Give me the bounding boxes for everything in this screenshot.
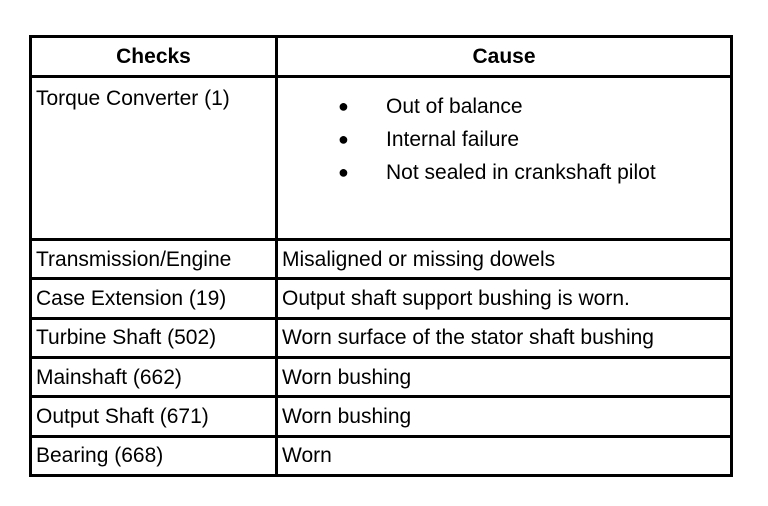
cause-cell: Worn bushing: [277, 397, 732, 436]
cause-cell: Worn: [277, 436, 732, 475]
table-header-row: [31, 37, 732, 77]
check-cell: Bearing (668): [31, 436, 277, 475]
bullet-icon: ●: [338, 129, 349, 150]
cause-cell: Worn surface of the stator shaft bushing: [277, 318, 732, 357]
cause-list: [282, 90, 726, 189]
check-cell: Torque Converter (1): [31, 77, 277, 239]
check-cell: Case Extension (19): [31, 279, 277, 318]
header-cause: Cause: [277, 37, 732, 77]
cause-cell: Worn bushing: [277, 357, 732, 396]
cause-text: Out of balance: [386, 95, 523, 119]
list-item: [282, 90, 726, 123]
cause-text: Internal failure: [386, 128, 520, 152]
bullet-icon: ●: [338, 162, 349, 183]
table-row: [31, 77, 732, 239]
table-row: [31, 357, 732, 396]
checks-causes-table: [29, 35, 733, 477]
check-cell: Turbine Shaft (502): [31, 318, 277, 357]
cause-cell: Misaligned or missing dowels: [277, 239, 732, 278]
cause-cell: Output shaft support bushing is worn.: [277, 279, 732, 318]
table-row: [31, 436, 732, 475]
check-cell: Output Shaft (671): [31, 397, 277, 436]
table-row: [31, 397, 732, 436]
table-row: [31, 318, 732, 357]
check-cell: Mainshaft (662): [31, 357, 277, 396]
list-item: [282, 156, 726, 189]
cause-text: Not sealed in crankshaft pilot: [386, 161, 656, 185]
header-checks: Checks: [31, 37, 277, 77]
cause-cell: [277, 77, 732, 239]
bullet-icon: ●: [338, 96, 349, 117]
table-row: [31, 279, 732, 318]
check-cell: Transmission/Engine: [31, 239, 277, 278]
table-row: [31, 239, 732, 278]
list-item: [282, 123, 726, 156]
